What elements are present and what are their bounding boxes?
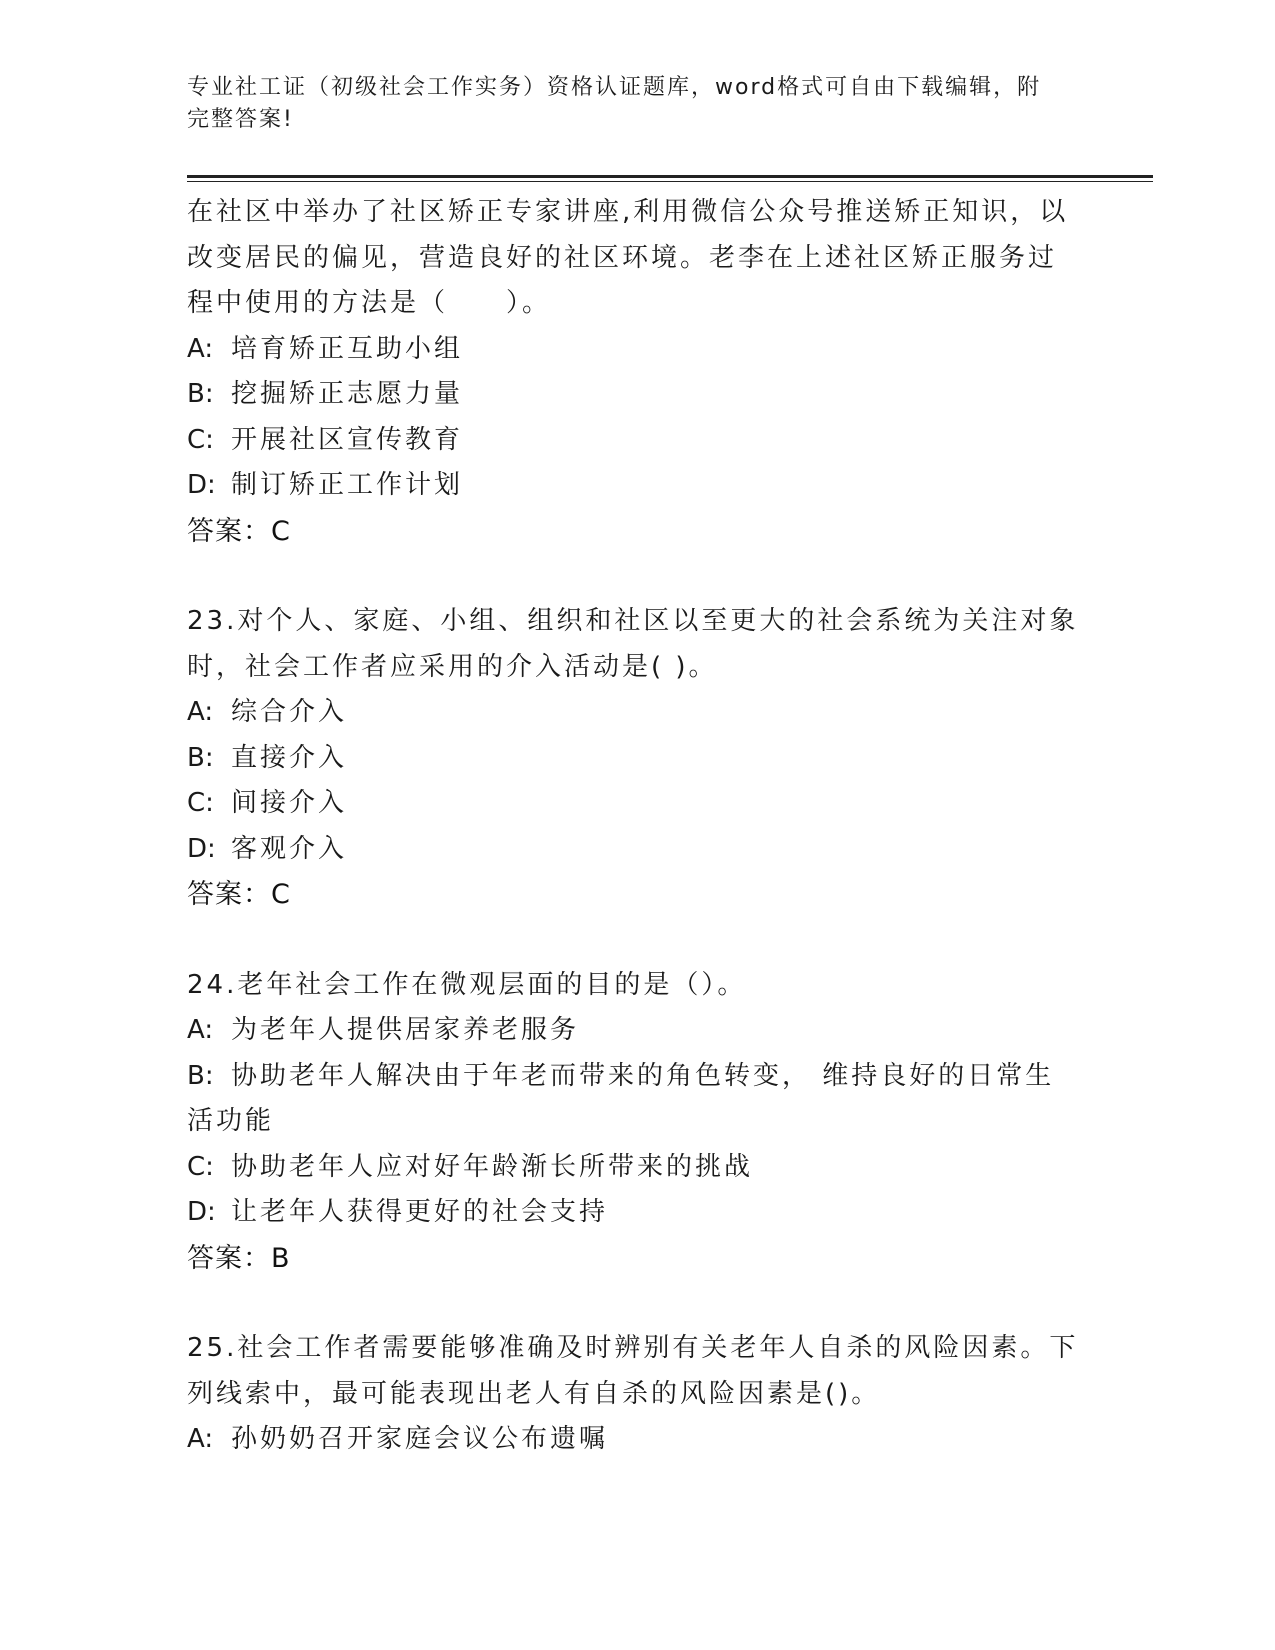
option-label: A: bbox=[187, 333, 214, 364]
question-23 bbox=[187, 599, 1087, 918]
answer: 答案：B bbox=[187, 1242, 291, 1274]
option-text: 客观介入 bbox=[231, 833, 348, 864]
option-label: B: bbox=[187, 742, 214, 773]
option-text: 间接介入 bbox=[231, 788, 348, 818]
option-a bbox=[187, 327, 1087, 373]
question-stem-line: 在社区中举办了社区矫正专家讲座,利用微信公众号推送矫正知识，以 bbox=[187, 197, 1069, 227]
option-b bbox=[187, 736, 1087, 782]
answer: 答案：C bbox=[187, 515, 291, 547]
option-b bbox=[187, 372, 1087, 418]
document-body bbox=[187, 190, 1087, 1463]
option-b bbox=[187, 1054, 1087, 1100]
question-stem-line: 时，社会工作者应采用的介入活动是( )。 bbox=[187, 651, 718, 682]
question-stem-line: 24.老年社会工作在微观层面的目的是（）。 bbox=[187, 969, 747, 1000]
option-a bbox=[187, 1008, 1087, 1054]
header-line-1: 专业社工证（初级社会工作实务）资格认证题库，word格式可自由下载编辑，附 bbox=[187, 75, 1042, 100]
option-text: 协助老年人应对好年龄渐长所带来的挑战 bbox=[231, 1151, 754, 1182]
option-d bbox=[187, 463, 1087, 509]
option-text: 为老年人提供居家养老服务 bbox=[231, 1015, 580, 1045]
question-25 bbox=[187, 1326, 1087, 1463]
spacer bbox=[187, 554, 1087, 599]
option-label: B: bbox=[187, 1060, 214, 1091]
option-text: 培育矫正互助小组 bbox=[231, 333, 464, 364]
option-text: 制订矫正工作计划 bbox=[231, 470, 464, 500]
option-c bbox=[187, 781, 1087, 827]
option-label: A: bbox=[187, 697, 214, 727]
option-text: 开展社区宣传教育 bbox=[231, 424, 464, 455]
header-divider bbox=[187, 175, 1153, 182]
option-a bbox=[187, 690, 1087, 736]
option-label: C: bbox=[187, 1151, 214, 1182]
option-label: C: bbox=[187, 788, 214, 818]
option-c bbox=[187, 1145, 1087, 1191]
question-22 bbox=[187, 190, 1087, 554]
option-label: C: bbox=[187, 424, 214, 455]
question-stem-line: 列线索中，最可能表现出老人有自杀的风险因素是()。 bbox=[187, 1378, 881, 1409]
option-d bbox=[187, 827, 1087, 873]
question-stem-line: 改变居民的偏见，营造良好的社区环境。老李在上述社区矫正服务过 bbox=[187, 242, 1058, 273]
option-label: D: bbox=[187, 470, 216, 500]
option-text: 综合介入 bbox=[231, 697, 348, 727]
option-text: 直接介入 bbox=[231, 742, 348, 773]
option-text: 孙奶奶召开家庭会议公布遗嘱 bbox=[231, 1424, 609, 1454]
option-label: D: bbox=[187, 1197, 216, 1227]
header-line-2: 完整答案! bbox=[187, 107, 294, 132]
option-label: B: bbox=[187, 379, 214, 409]
document-header bbox=[187, 72, 1067, 136]
question-24 bbox=[187, 963, 1087, 1282]
question-stem-line: 25.社会工作者需要能够准确及时辨别有关老年人自杀的风险因素。下 bbox=[187, 1333, 1079, 1363]
option-b-continued bbox=[187, 1099, 1087, 1145]
question-stem-line: 程中使用的方法是（ ）。 bbox=[187, 288, 552, 318]
option-text: 活功能 bbox=[187, 1106, 275, 1136]
spacer bbox=[187, 1281, 1087, 1326]
option-c bbox=[187, 418, 1087, 464]
spacer bbox=[187, 918, 1087, 963]
option-text: 挖掘矫正志愿力量 bbox=[231, 379, 464, 409]
option-a bbox=[187, 1417, 1087, 1463]
option-label: A: bbox=[187, 1015, 214, 1045]
question-stem-line: 23.对个人、家庭、小组、组织和社区以至更大的社会系统为关注对象 bbox=[187, 606, 1079, 636]
option-d bbox=[187, 1190, 1087, 1236]
option-text: 协助老年人解决由于年老而带来的角色转变， 维持良好的日常生 bbox=[231, 1060, 1055, 1091]
option-label: D: bbox=[187, 833, 216, 864]
option-label: A: bbox=[187, 1424, 214, 1454]
option-text: 让老年人获得更好的社会支持 bbox=[231, 1197, 609, 1227]
answer: 答案：C bbox=[187, 879, 291, 910]
